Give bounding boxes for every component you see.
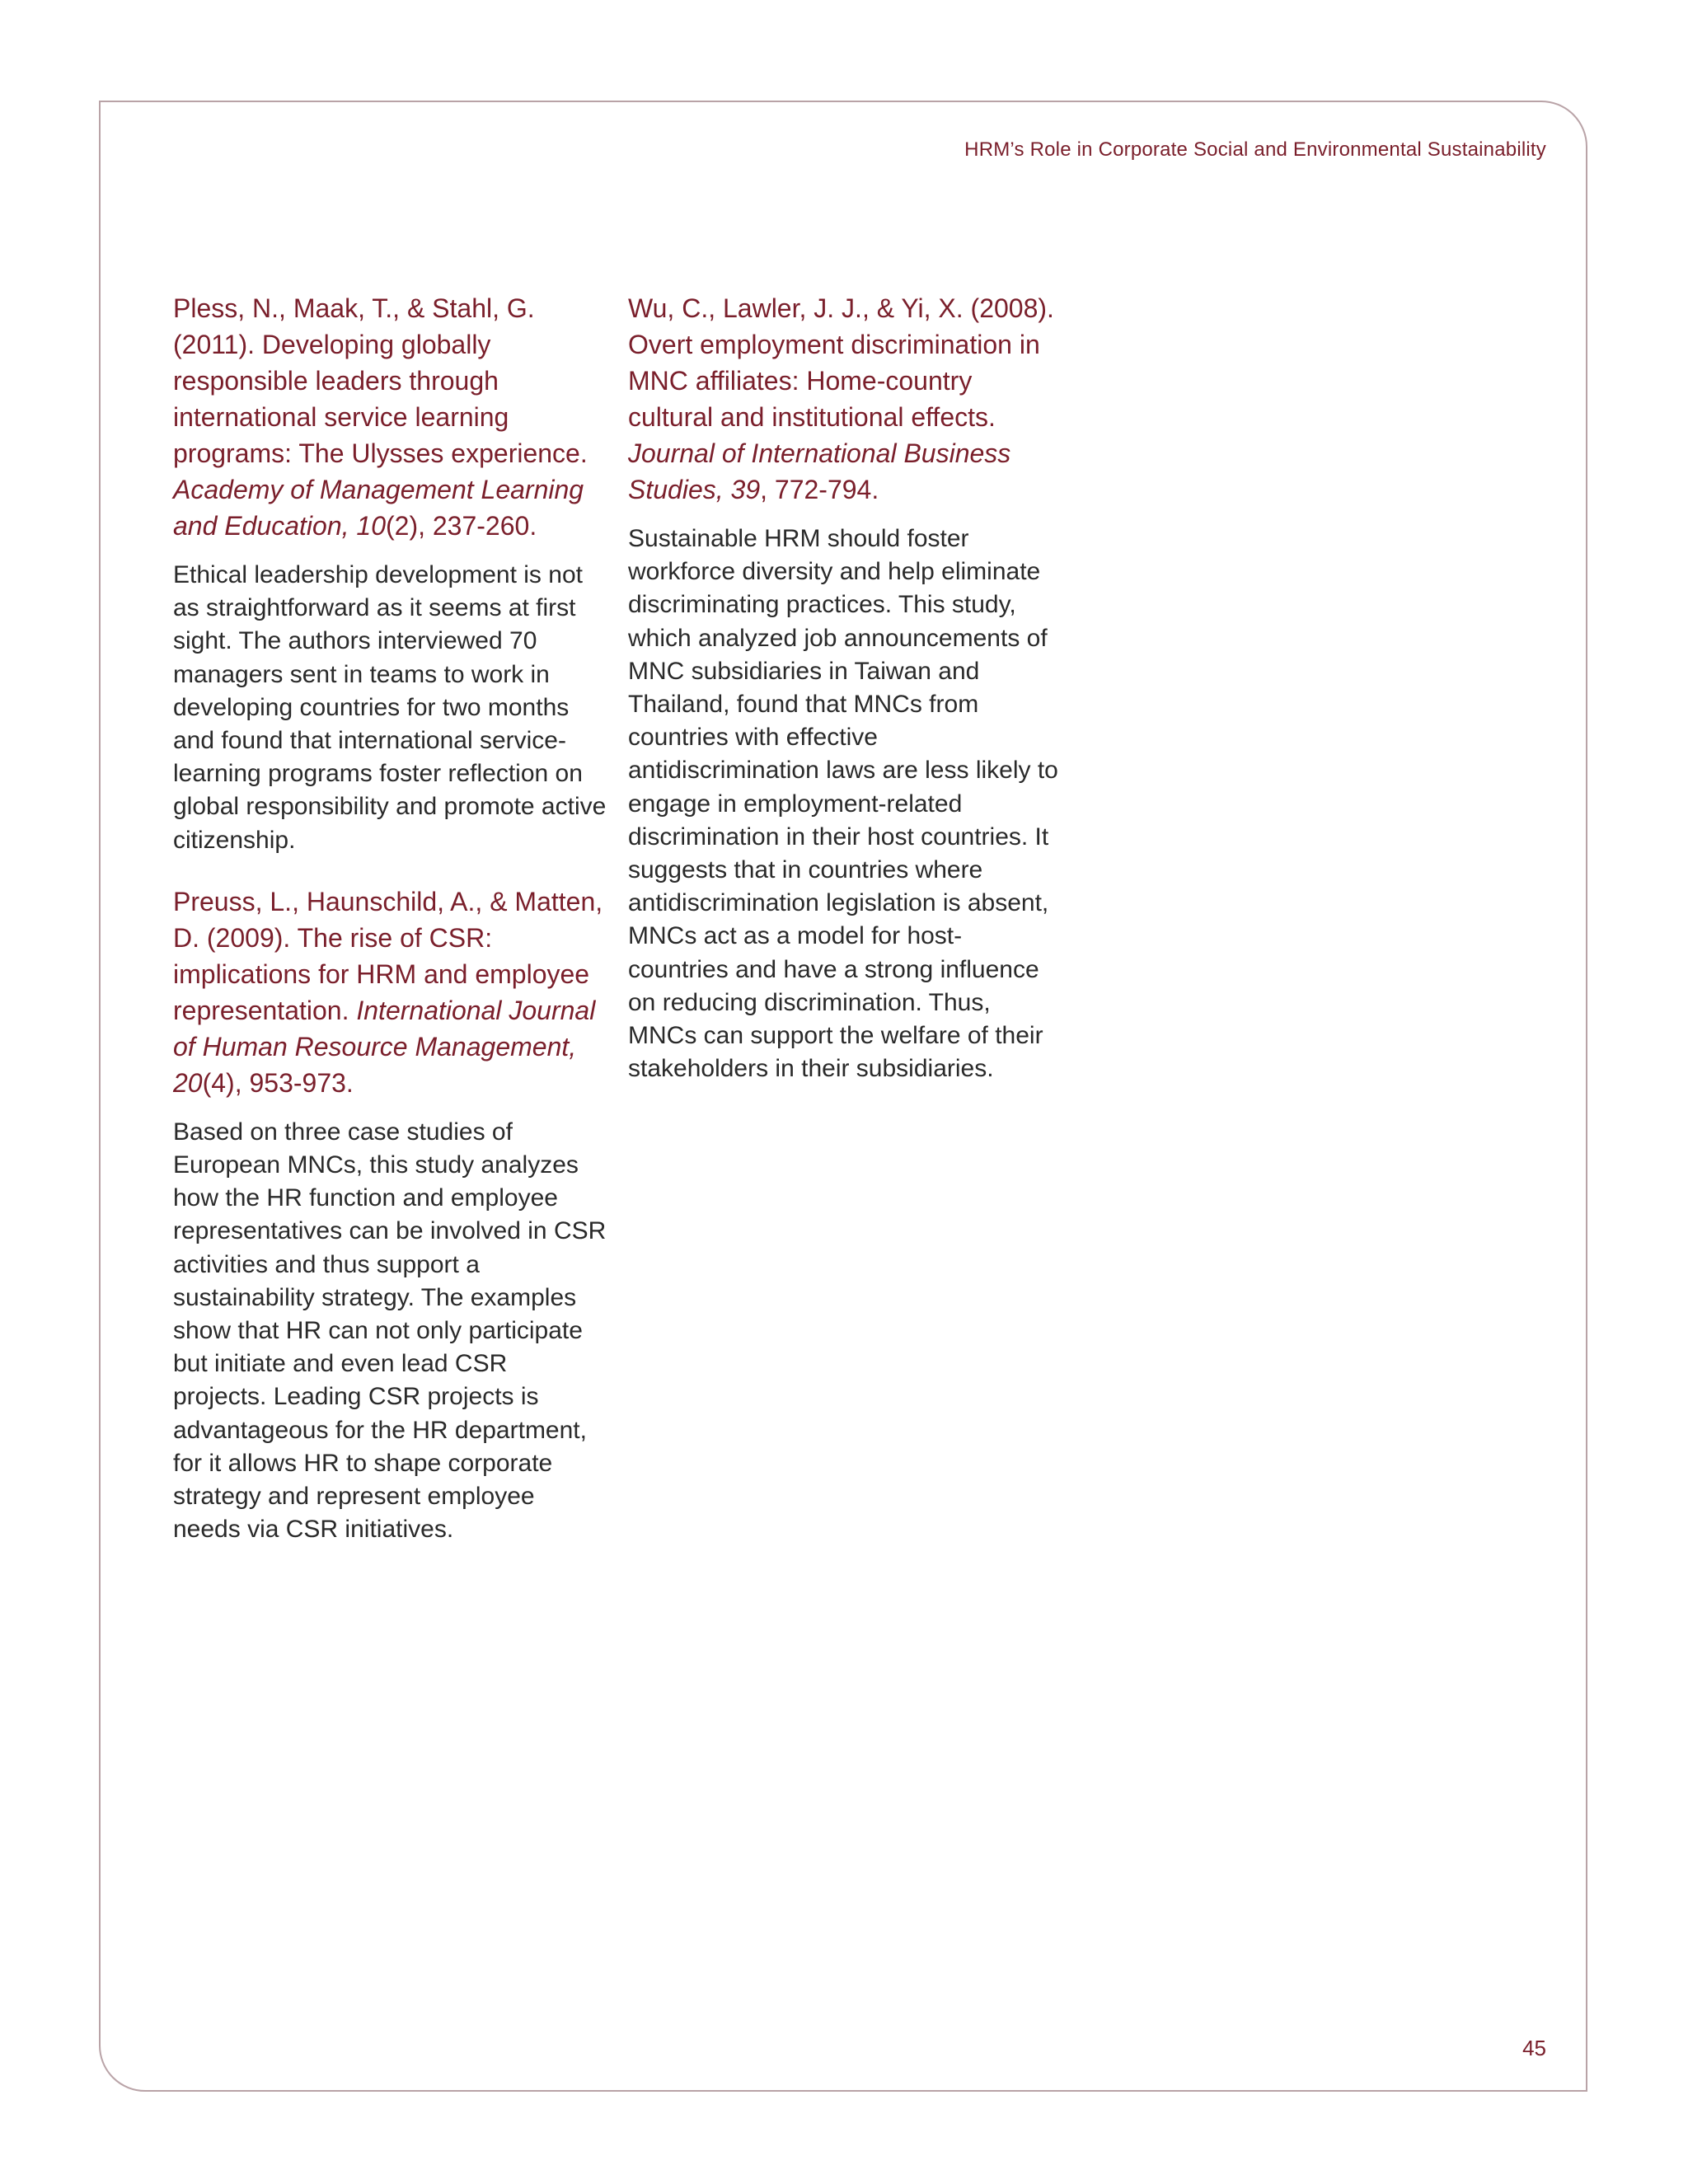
annotation-pless: Ethical leadership development is not as straightforward as it seems at first sight. The authors interviewed 70 managers sent in teams to work in developing countries for two months and found that international service-learning programs foster reflection on global responsibility and promote active citizenship. [173,561,607,854]
annotation-wu: Sustainable HRM should foster workforce diversity and help eliminate discriminating practices. This study, which analyzed job announcements of MNC subsidiaries in Taiwan and Thailand, found that MNCs from countries with effective antidiscrimination laws are less likely to engage in employment-related discrimination in their host countries. It suggests that in countries where antidiscrimination legislation is absent, MNCs act as a model for host-countries and have a strong influence on reducing discrimination. Thus, MNCs can support the welfare of their stakeholders in their subsidiaries. [628,525,1058,1083]
page-number: 45 [1522,2036,1546,2060]
annotation-preuss: Based on three case studies of European MNCs, this study analyzes how the HR function and employee representatives can be involved in CSR activities and thus support a sustainability strategy. The examples show that HR can not only participate but initiate and even lead CSR projects. Leading CSR projects is advantageous for the HR department, for it allows HR to shape corporate strategy and represent employee needs via CSR initiatives. [173,1118,607,1544]
citation-lead: Wu, C., Lawler, J. J., & Yi, X. (2008). Overt employment discrimination in MNC affiliates: Home-country cultural and institutional effects. [628,293,1054,432]
citation-tail: (2), 237-260. [385,511,537,541]
citation-preuss [173,883,607,1101]
citation-lead: Pless, N., Maak, T., & Stahl, G. (2011). Developing globally responsible leaders through international service learning programs: The Ulysses experience. [173,293,588,468]
citation-lead: Preuss, L., Haunschild, A., & Matten, D. (2009). The rise of CSR: implications for HRM and employee representation. [173,886,603,1025]
citation-tail: , 772-794. [760,475,879,504]
citation-journal: International Journal of Human Resource Management, 20 [173,995,596,1098]
citation-tail: (4), 953-973. [202,1067,354,1098]
citation-journal: Journal of International Business Studies, 39 [628,438,1011,504]
right-column [628,290,1062,1112]
running-head: HRM’s Role in Corporate Social and Environmental Sustainability [964,138,1546,161]
citation-journal: Academy of Management Learning and Education, 10 [173,475,584,541]
citation-pless [173,290,607,544]
citation-wu [628,290,1062,508]
left-column [173,290,607,1572]
